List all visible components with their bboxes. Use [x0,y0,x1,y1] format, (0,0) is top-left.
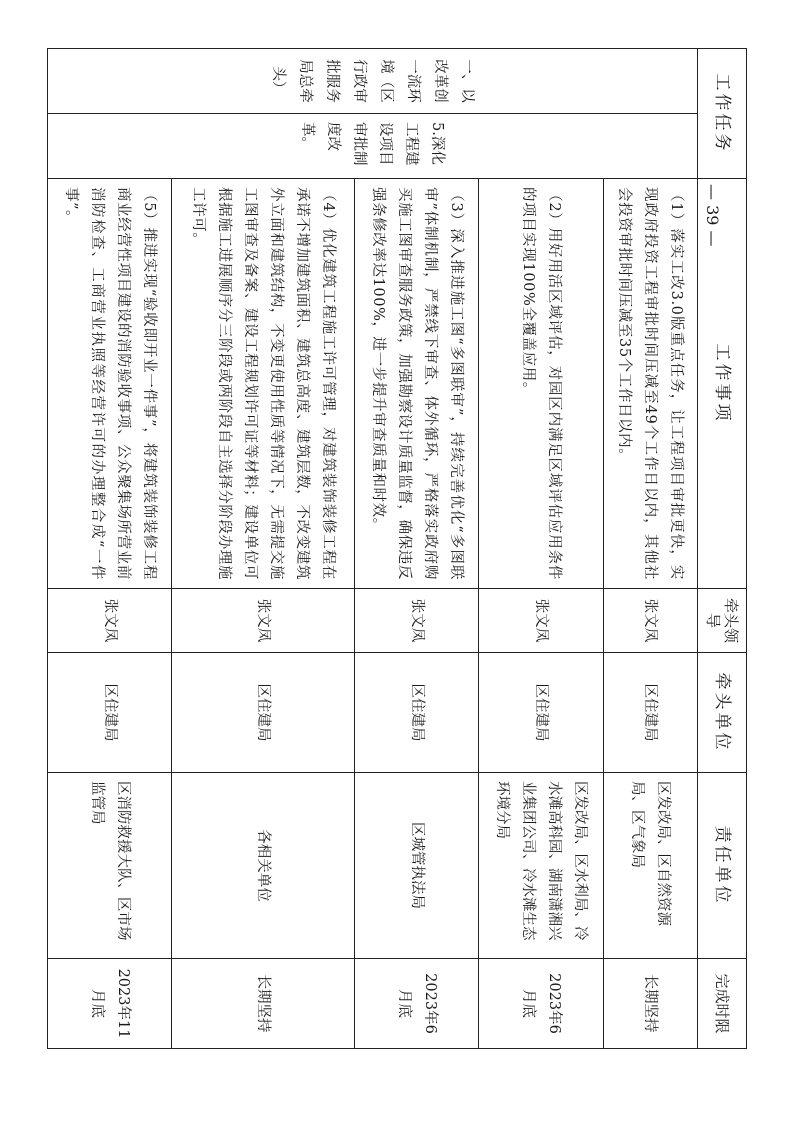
work-item: （1）落实工改3.0版重点任务，让工程项目审批更快，实现政府投资工程审批时间压减至49个工作日以内，其他社会投资审批时间压减至35个工作日以内。 [603,179,697,589]
lead-unit-cell: 区住建局 [172,653,355,773]
header-responsible: 责任单位 [698,773,747,959]
lead-unit-cell: 区住建局 [603,653,697,773]
table-row [172,49,355,1049]
deadline-cell: 长期坚持 [172,959,355,1049]
table-row [48,49,172,1049]
page-number: — 39 — [703,183,722,247]
deadline-cell: 2023年11月底 [48,959,172,1049]
work-item: （5）推进实现“验收即开业一件事”，将建筑装饰装修工程商业经营性项目建设的消防验收事项、公众聚集场所营业前消防检查、工商营业执照等经营许可的办理整合成“一件事”。 [48,179,172,589]
work-item: （4）优化建筑工程施工许可管理，对建筑装饰装修工程在承诺不增加建筑面积、建筑总高度、建筑层数，不改变建筑外立面和建筑结构，不变更使用性质等情况下，无需提交施工图审查及备案、建设工程规划许可证等材料；建设单位可根据施工进展顺序分三阶段或两阶段自主选择分阶段办理施工许可。 [172,179,355,589]
deadline-cell: 长期坚持 [603,959,697,1049]
lead-unit-cell: 区住建局 [479,653,603,773]
header-item: 工作事项 [698,179,747,589]
table-row [479,49,603,1049]
deadline-cell: 2023年6月底 [479,959,603,1049]
subtask-cell: 5.深化工程建设项目审批制度改革。 [48,114,698,179]
header-category: 工作任务 [698,49,747,179]
work-item: （3）深入推进施工图“多图联审”，持续完善优化“多图联审”体制机制，严禁线下审查、体外循环，严格落实政府购买施工图审查服务政策，加强勘察设计质量监督，确保违反强条修改率达100%，进一步提升审查质量和时效。 [355,179,479,589]
leader-cell: 张文凤 [48,589,172,653]
lead-unit-cell: 区住建局 [355,653,479,773]
responsible-cell: 各相关单位 [172,773,355,959]
lead-unit-cell: 区住建局 [48,653,172,773]
leader-cell: 张文凤 [603,589,697,653]
leader-cell: 张文凤 [355,589,479,653]
header-lead-unit: 牵头单位 [698,653,747,773]
category-cell: 一、以改革创一流环境（区行政审批服务局总牵头） [48,49,698,114]
header-leader: 牵头领导 [698,589,747,653]
leader-cell: 张文凤 [479,589,603,653]
rotated-page-content [47,48,747,1048]
responsible-cell: 区城管执法局 [355,773,479,959]
work-task-table [47,48,747,1049]
deadline-cell: 2023年6月底 [355,959,479,1049]
responsible-cell: 区消防救援大队、区市场监管局 [48,773,172,959]
work-item: （2）用好用活区域评估，对园区内满足区域评估应用条件的项目实现100%全覆盖应用。 [479,179,603,589]
leader-cell: 张文凤 [172,589,355,653]
table-row [603,49,697,1049]
responsible-cell: 区发改局、区自然资源局、区气象局 [603,773,697,959]
header-deadline: 完成时限 [698,959,747,1049]
responsible-cell: 区发改局、区水利局、冷水滩高科园、湖南潇湘兴业集团公司、冷水滩生态环境分局 [479,773,603,959]
table-row [355,49,479,1049]
